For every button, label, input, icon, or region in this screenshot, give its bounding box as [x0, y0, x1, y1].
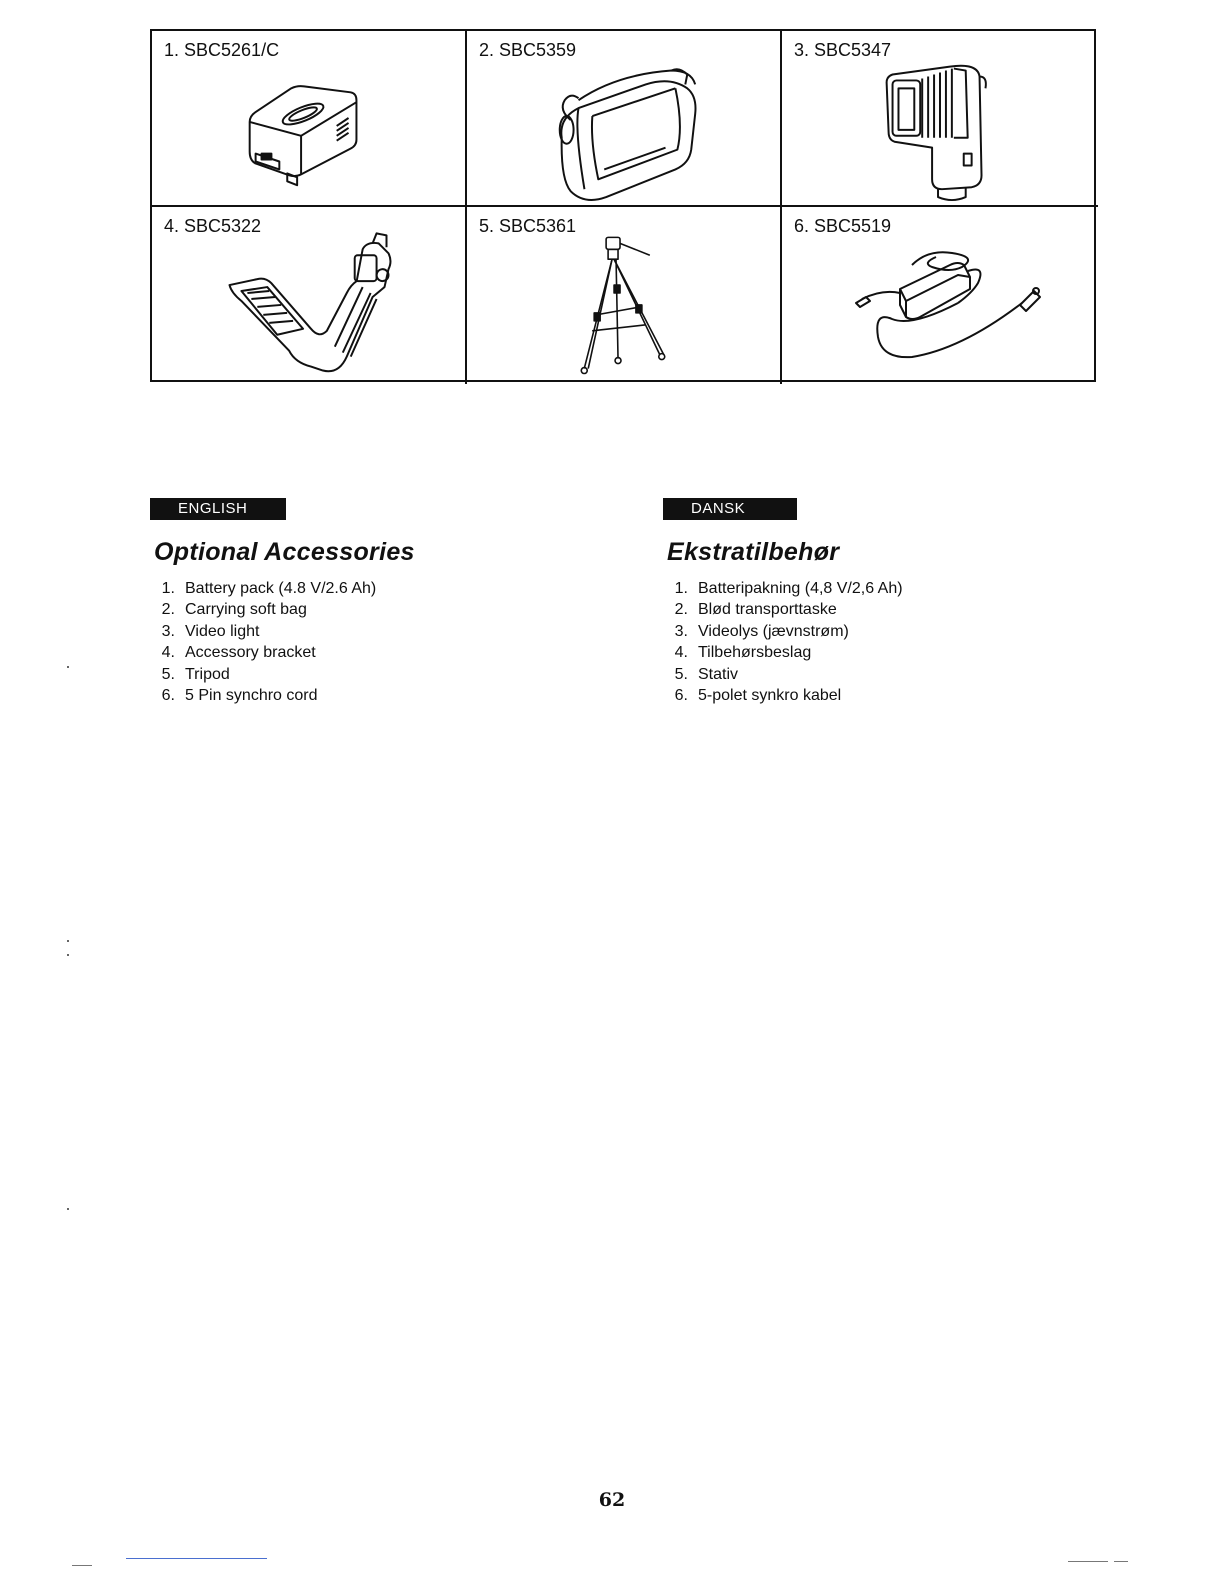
accessories-grid: [150, 29, 1096, 382]
scan-mark: [1068, 1561, 1108, 1562]
english-accessory-list: [150, 578, 376, 706]
dansk-section-title: Ekstratilbehør: [667, 538, 840, 566]
list-item: 4. Tilbehørsbeslag: [674, 644, 812, 662]
list-item: 6. 5-polet synkro kabel: [674, 687, 842, 705]
grid-cell-tripod: [467, 207, 782, 384]
scan-mark: [67, 1208, 69, 1210]
list-item: 1. Battery pack (4.8 V/2.6 Ah): [161, 580, 377, 597]
scan-mark: [1114, 1561, 1128, 1562]
grid-cell-soft-bag: [467, 31, 782, 207]
scan-mark: [67, 666, 69, 668]
list-item: 2. Carrying soft bag: [161, 601, 307, 619]
grid-label: 1. SBC5261/C: [164, 40, 280, 60]
english-section-title: Optional Accessories: [154, 538, 415, 566]
scan-mark: [72, 1565, 92, 1566]
english-language-badge: ENGLISH: [150, 498, 286, 520]
grid-label: 3. SBC5347: [794, 40, 892, 60]
grid-label: 2. SBC5359: [479, 40, 577, 60]
dansk-accessory-list: [663, 578, 903, 706]
scan-mark: [67, 954, 69, 956]
grid-cell-accessory-bracket: [152, 207, 467, 384]
grid-cell-video-light: [782, 31, 1098, 207]
list-item: 6. 5 Pin synchro cord: [161, 687, 318, 705]
list-item: 2. Blød transporttaske: [674, 601, 837, 619]
scan-mark: [67, 940, 69, 942]
dansk-language-badge: DANSK: [663, 498, 797, 520]
list-item: 5. Stativ: [674, 665, 739, 683]
grid-label: 4. SBC5322: [164, 216, 262, 236]
grid-cell-synchro-cord: [782, 207, 1098, 384]
list-item: 3. Videolys (jævnstrøm): [674, 622, 849, 640]
list-item: 5. Tripod: [161, 665, 230, 683]
grid-cell-battery-pack: [152, 31, 467, 207]
page-number: 62: [598, 1489, 626, 1511]
grid-label: 6. SBC5519: [794, 216, 892, 236]
list-item: 1. Batteripakning (4,8 V/2,6 Ah): [674, 580, 903, 597]
grid-label: 5. SBC5361: [479, 216, 577, 236]
list-item: 4. Accessory bracket: [161, 644, 316, 662]
list-item: 3. Video light: [161, 622, 260, 640]
footer-rule: [126, 1558, 267, 1559]
